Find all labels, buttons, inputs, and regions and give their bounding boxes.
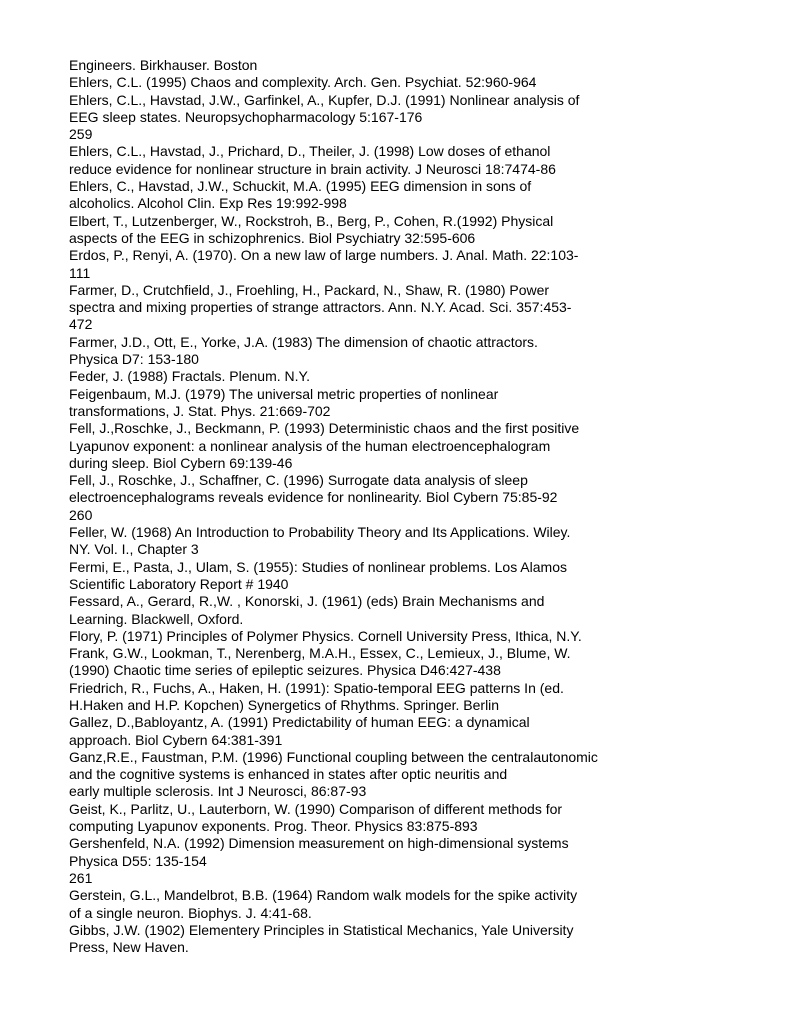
reference-line: early multiple sclerosis. Int J Neurosci, 86:87-93 (69, 783, 367, 800)
reference-line: transformations, J. Stat. Phys. 21:669-702 (69, 402, 331, 419)
reference-line: Fell, J., Roschke, J., Schaffner, C. (1996) Surrogate data analysis of sleep (69, 472, 528, 489)
reference-line: of a single neuron. Biophys. J. 4:41-68. (69, 904, 312, 921)
reference-line: and the cognitive systems is enhanced in states after optic neuritis and (69, 766, 508, 783)
page-number: 259 (69, 126, 93, 143)
reference-line: Erdos, P., Renyi, A. (1970). On a new law of large numbers. J. Anal. Math. 22:103- (69, 247, 579, 264)
bibliography-page (69, 57, 769, 956)
reference-line: computing Lyapunov exponents. Prog. Theor. Physics 83:875-893 (69, 818, 478, 835)
reference-line: (1990) Chaotic time series of epileptic seizures. Physica D46:427-438 (69, 662, 501, 679)
reference-line: Feder, J. (1988) Fractals. Plenum. N.Y. (69, 368, 310, 385)
reference-line: Frank, G.W., Lookman, T., Nerenberg, M.A.H., Essex, C., Lemieux, J., Blume, W. (69, 645, 571, 662)
reference-line: Gibbs, J.W. (1902) Elementery Principles in Statistical Mechanics, Yale University (69, 921, 574, 938)
page-number: 261 (69, 869, 93, 886)
reference-line: Ehlers, C.L. (1995) Chaos and complexity. Arch. Gen. Psychiat. 52:960-964 (69, 74, 537, 91)
reference-line: alcoholics. Alcohol Clin. Exp Res 19:992-998 (69, 195, 347, 212)
reference-line: Physica D55: 135-154 (69, 852, 207, 869)
reference-line: 472 (69, 316, 93, 333)
reference-line: spectra and mixing properties of strange attractors. Ann. N.Y. Acad. Sci. 357:453- (69, 299, 572, 316)
reference-line: Gerstein, G.L., Mandelbrot, B.B. (1964) Random walk models for the spike activity (69, 887, 578, 904)
reference-line: EEG sleep states. Neuropsychopharmacology 5:167-176 (69, 108, 423, 125)
reference-line: Ganz,R.E., Faustman, P.M. (1996) Functional coupling between the centralautonomic (69, 748, 598, 765)
reference-line: Learning. Blackwell, Oxford. (69, 610, 244, 627)
reference-line: aspects of the EEG in schizophrenics. Biol Psychiatry 32:595-606 (69, 229, 476, 246)
reference-line: Geist, K., Parlitz, U., Lauterborn, W. (1990) Comparison of different methods for (69, 800, 563, 817)
reference-line: Fessard, A., Gerard, R.,W. , Konorski, J. (1961) (eds) Brain Mechanisms and (69, 593, 545, 610)
reference-line: NY. Vol. I., Chapter 3 (69, 541, 199, 558)
reference-line: Lyapunov exponent: a nonlinear analysis of the human electroencephalogram (69, 437, 551, 454)
reference-line: Flory, P. (1971) Principles of Polymer Physics. Cornell University Press, Ithica, N.Y. (69, 627, 582, 644)
reference-line: Elbert, T., Lutzenberger, W., Rockstroh, B., Berg, P., Cohen, R.(1992) Physical (69, 212, 554, 229)
reference-line: Gallez, D.,Babloyantz, A. (1991) Predictability of human EEG: a dynamical (69, 714, 530, 731)
reference-line: Farmer, D., Crutchfield, J., Froehling, H., Packard, N., Shaw, R. (1980) Power (69, 281, 550, 298)
reference-line: electroencephalograms reveals evidence for nonlinearity. Biol Cybern 75:85-92 (69, 489, 558, 506)
reference-line: Ehlers, C., Havstad, J.W., Schuckit, M.A. (1995) EEG dimension in sons of (69, 178, 532, 195)
reference-line: Ehlers, C.L., Havstad, J.W., Garfinkel, A., Kupfer, D.J. (1991) Nonlinear analysis of (69, 91, 580, 108)
reference-line: Gershenfeld, N.A. (1992) Dimension measurement on high-dimensional systems (69, 835, 569, 852)
reference-line: Ehlers, C.L., Havstad, J., Prichard, D., Theiler, J. (1998) Low doses of ethanol (69, 143, 551, 160)
reference-line: Friedrich, R., Fuchs, A., Haken, H. (1991): Spatio-temporal EEG patterns In (ed. (69, 679, 564, 696)
reference-line: reduce evidence for nonlinear structure in brain activity. J Neurosci 18:7474-86 (69, 160, 556, 177)
reference-line: during sleep. Biol Cybern 69:139-46 (69, 454, 293, 471)
reference-line: Fermi, E., Pasta, J., Ulam, S. (1955): Studies of nonlinear problems. Los Alamos (69, 558, 567, 575)
reference-line: 111 (69, 264, 91, 281)
reference-line: Press, New Haven. (69, 939, 189, 956)
reference-line: Scientific Laboratory Report # 1940 (69, 575, 289, 592)
reference-line: H.Haken and H.P. Kopchen) Synergetics of Rhythms. Springer. Berlin (69, 696, 500, 713)
page-number: 260 (69, 506, 93, 523)
reference-line: Feller, W. (1968) An Introduction to Probability Theory and Its Applications. Wiley. (69, 524, 571, 541)
reference-line: Feigenbaum, M.J. (1979) The universal metric properties of nonlinear (69, 385, 499, 402)
reference-line: Farmer, J.D., Ott, E., Yorke, J.A. (1983) The dimension of chaotic attractors. (69, 333, 538, 350)
reference-line: Physica D7: 153-180 (69, 351, 199, 368)
reference-line: approach. Biol Cybern 64:381-391 (69, 731, 283, 748)
reference-line: Fell, J.,Roschke, J., Beckmann, P. (1993) Deterministic chaos and the first positive (69, 420, 580, 437)
reference-line: Engineers. Birkhauser. Boston (69, 57, 258, 73)
